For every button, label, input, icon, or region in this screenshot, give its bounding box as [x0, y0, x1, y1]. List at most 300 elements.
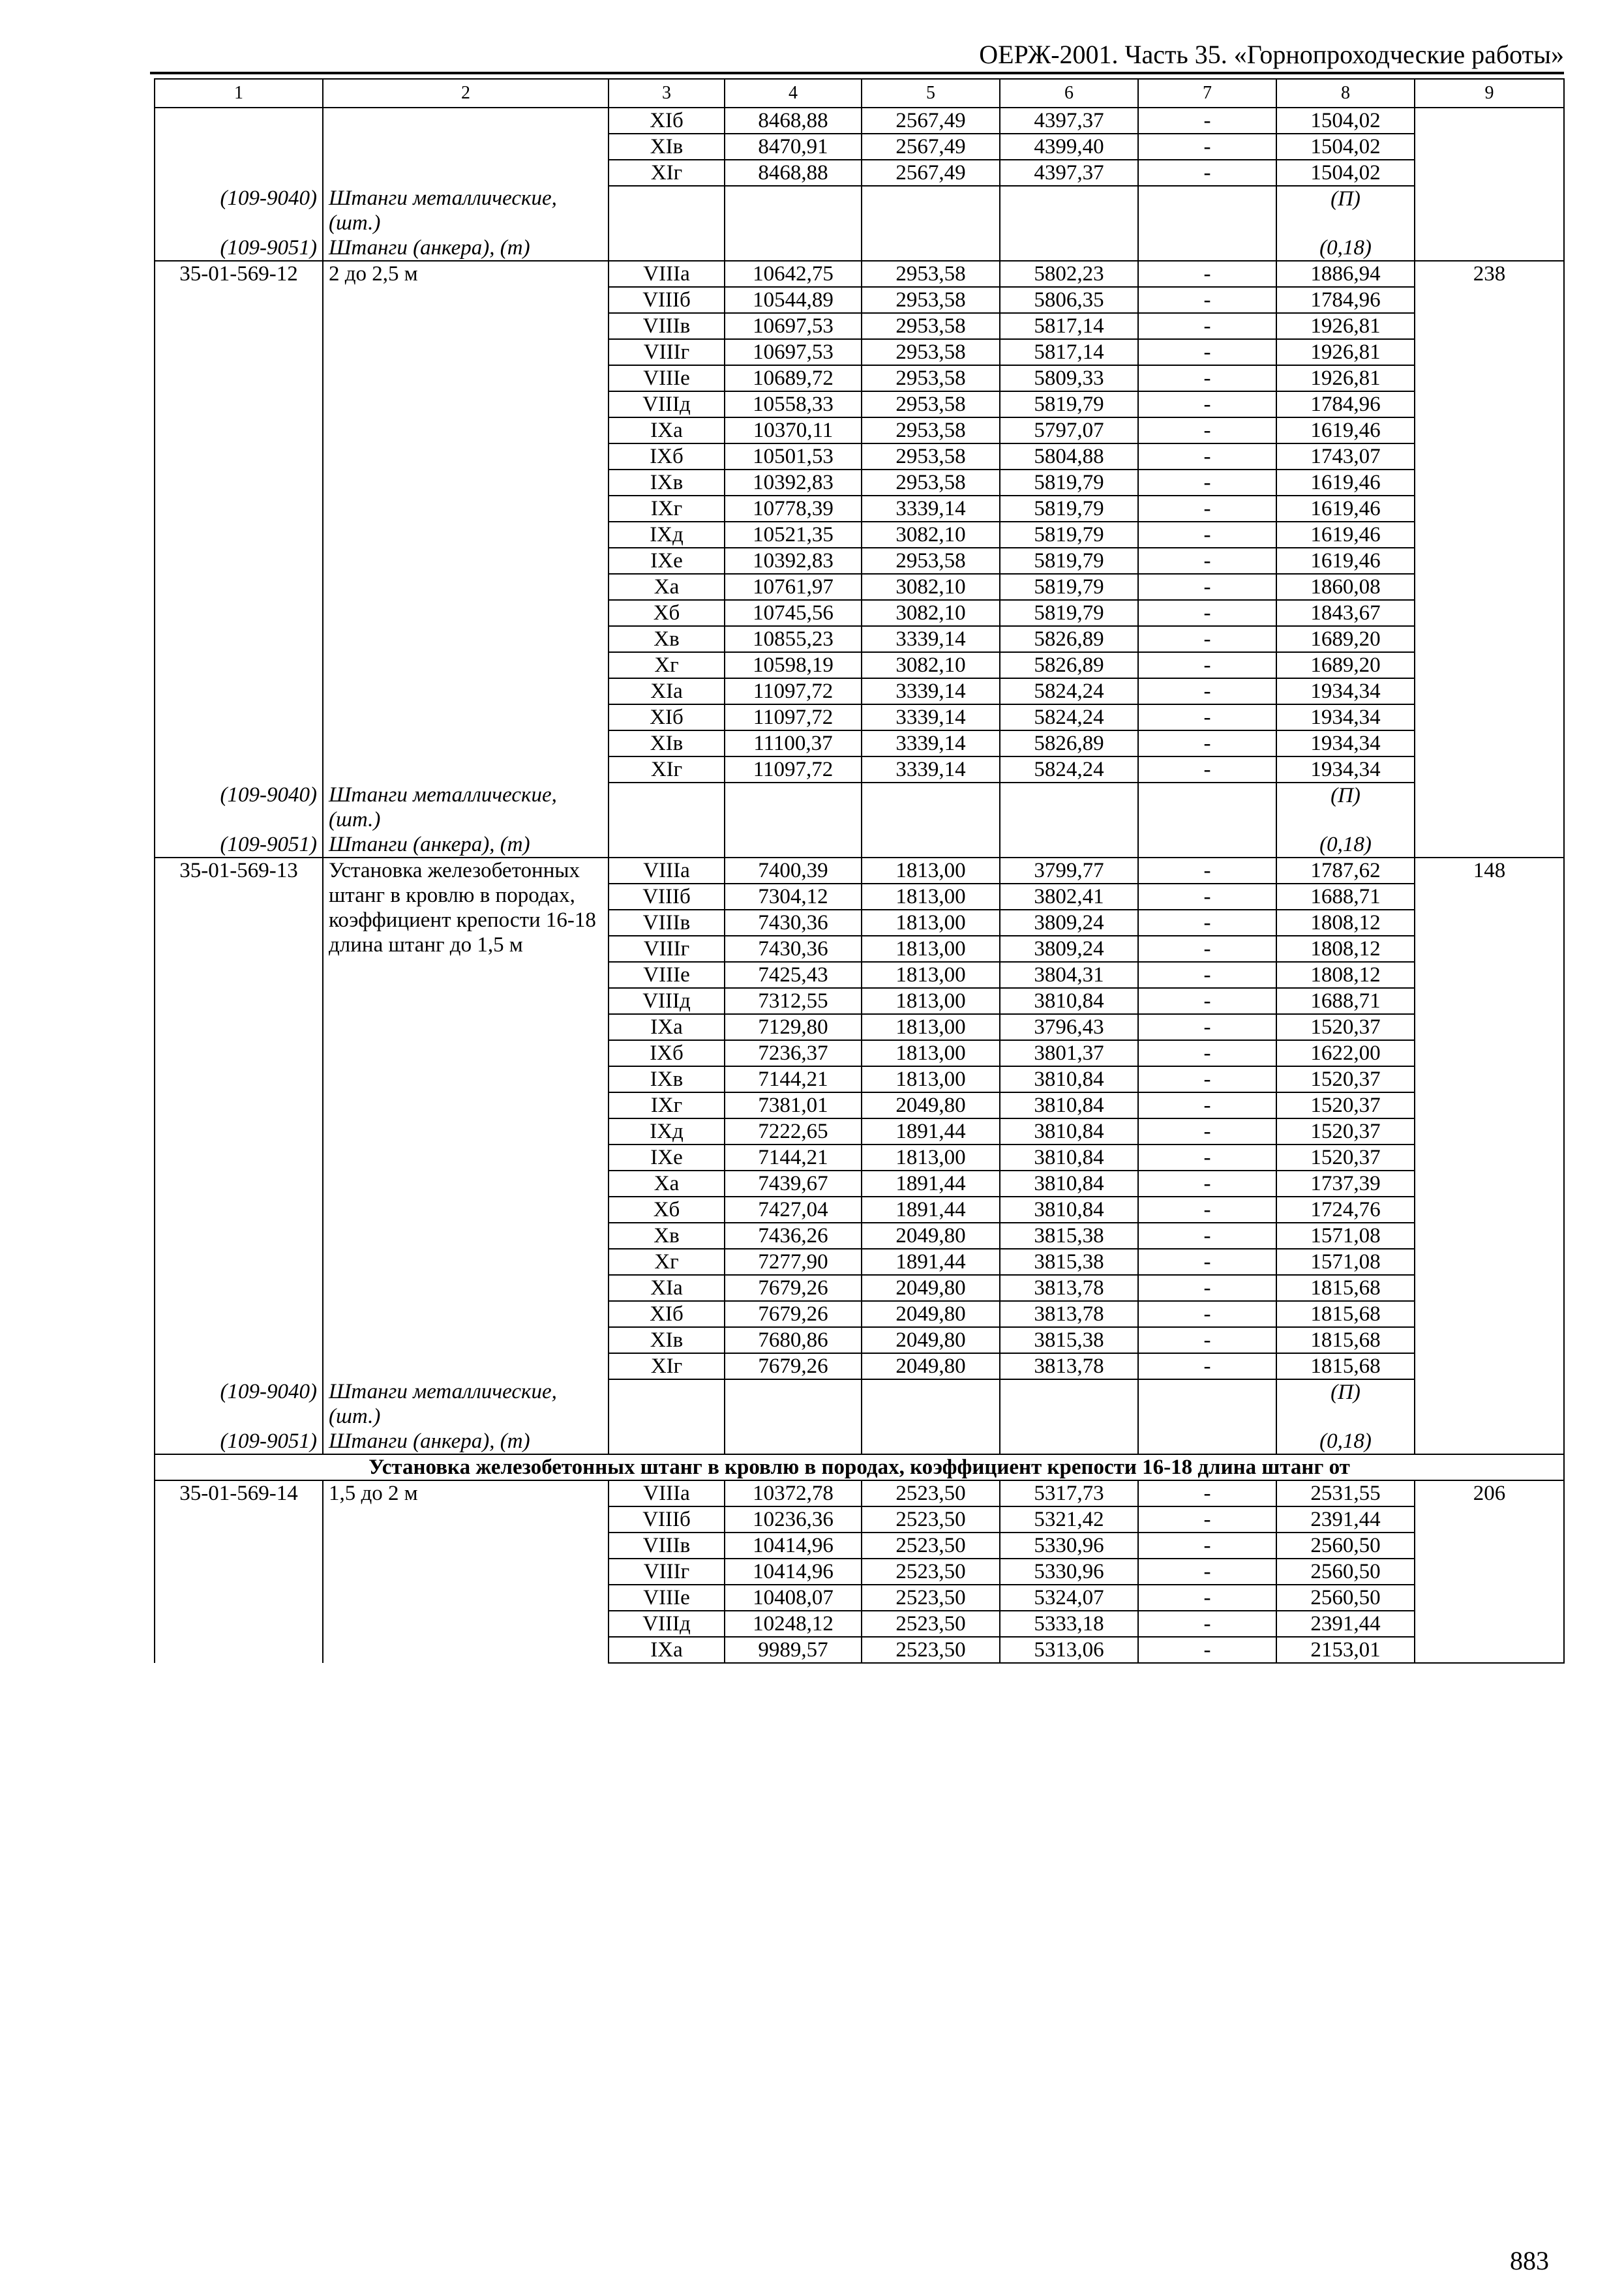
value-cell: 2049,80 — [862, 1092, 1000, 1118]
value-cell: 3810,84 — [1000, 1197, 1138, 1223]
material-value: (0,18) — [1276, 235, 1415, 261]
value-cell: 1808,12 — [1276, 962, 1415, 988]
value-cell: 3810,84 — [1000, 988, 1138, 1014]
value-cell: 7277,90 — [725, 1249, 862, 1275]
value-cell: - — [1138, 1327, 1276, 1353]
value-cell: 1813,00 — [862, 962, 1000, 988]
value-cell: 1571,08 — [1276, 1223, 1415, 1249]
value-cell: - — [1138, 339, 1276, 365]
empty-cell — [609, 186, 725, 235]
value-cell: 10544,89 — [725, 287, 862, 313]
value-cell: 1813,00 — [862, 884, 1000, 910]
value-cell: 5804,88 — [1000, 443, 1138, 470]
value-cell: 7436,26 — [725, 1223, 862, 1249]
column-number-row — [155, 79, 1564, 108]
value-cell: - — [1138, 522, 1276, 548]
value-cell: - — [1138, 1585, 1276, 1611]
value-cell: - — [1138, 962, 1276, 988]
value-cell: 3799,77 — [1000, 858, 1138, 884]
value-cell: 10372,78 — [725, 1480, 862, 1506]
value-cell: 5313,06 — [1000, 1637, 1138, 1663]
zone-label: XIг — [609, 160, 725, 186]
value-cell: 5819,79 — [1000, 600, 1138, 626]
zone-label: XIг — [609, 756, 725, 783]
value-cell: 1926,81 — [1276, 313, 1415, 339]
value-cell: 1688,71 — [1276, 988, 1415, 1014]
value-cell: 3339,14 — [862, 496, 1000, 522]
value-cell: 1504,02 — [1276, 108, 1415, 134]
zone-label: VIIIд — [609, 988, 725, 1014]
value-cell: 3810,84 — [1000, 1066, 1138, 1092]
material-code: (109-9040) — [155, 783, 323, 832]
rate-description: 2 до 2,5 м — [323, 261, 609, 783]
value-cell: - — [1138, 730, 1276, 756]
zone-label: IXб — [609, 443, 725, 470]
value-cell: - — [1138, 313, 1276, 339]
value-cell: - — [1138, 365, 1276, 391]
value-cell: 2953,58 — [862, 339, 1000, 365]
value-cell: 10642,75 — [725, 261, 862, 287]
value-cell: 3082,10 — [862, 522, 1000, 548]
value-cell: 3809,24 — [1000, 936, 1138, 962]
value-cell: - — [1138, 884, 1276, 910]
column-number: 2 — [323, 79, 609, 108]
value-cell: 7381,01 — [725, 1092, 862, 1118]
value-cell: 5819,79 — [1000, 548, 1138, 574]
empty-cell — [1000, 1429, 1138, 1454]
rates-table — [154, 78, 1565, 1664]
value-cell: 7439,67 — [725, 1171, 862, 1197]
table-row — [155, 261, 1564, 287]
value-cell: - — [1138, 443, 1276, 470]
value-cell: 3815,38 — [1000, 1249, 1138, 1275]
value-cell: 10521,35 — [725, 522, 862, 548]
rate-code: 35-01-569-13 — [155, 858, 323, 1379]
material-code: (109-9051) — [155, 832, 323, 858]
value-cell: 1843,67 — [1276, 600, 1415, 626]
value-cell: 5333,18 — [1000, 1611, 1138, 1637]
value-cell: 1724,76 — [1276, 1197, 1415, 1223]
value-cell: 2953,58 — [862, 365, 1000, 391]
zone-label: IXе — [609, 548, 725, 574]
value-cell: 1934,34 — [1276, 756, 1415, 783]
column-number: 5 — [862, 79, 1000, 108]
value-cell: 1619,46 — [1276, 417, 1415, 443]
value-cell: - — [1138, 1066, 1276, 1092]
material-row — [155, 1429, 1564, 1454]
value-cell: 7304,12 — [725, 884, 862, 910]
page-number: 883 — [1510, 2246, 1549, 2275]
value-cell: 1504,02 — [1276, 160, 1415, 186]
value-cell: 3804,31 — [1000, 962, 1138, 988]
value-cell: 1891,44 — [862, 1197, 1000, 1223]
value-cell: 2049,80 — [862, 1301, 1000, 1327]
zone-label: IXд — [609, 522, 725, 548]
value-cell: 2523,50 — [862, 1585, 1000, 1611]
zone-label: XIг — [609, 1353, 725, 1379]
value-cell: - — [1138, 936, 1276, 962]
zone-label: VIIIа — [609, 261, 725, 287]
material-code: (109-9040) — [155, 1379, 323, 1429]
value-cell: 1815,68 — [1276, 1327, 1415, 1353]
value-cell: 5819,79 — [1000, 470, 1138, 496]
empty-cell — [1000, 1379, 1138, 1429]
value-cell: 3809,24 — [1000, 910, 1138, 936]
value-cell: 2049,80 — [862, 1223, 1000, 1249]
column-number: 1 — [155, 79, 323, 108]
value-cell: - — [1138, 1480, 1276, 1506]
value-cell: - — [1138, 1223, 1276, 1249]
empty-cell — [1138, 1429, 1276, 1454]
value-cell: - — [1138, 1559, 1276, 1585]
value-cell: - — [1138, 626, 1276, 652]
value-cell: 5819,79 — [1000, 496, 1138, 522]
zone-label: Xг — [609, 1249, 725, 1275]
value-cell: 7430,36 — [725, 936, 862, 962]
value-cell: 4397,37 — [1000, 108, 1138, 134]
value-cell: 1813,00 — [862, 936, 1000, 962]
material-name: Штанги (анкера), (т) — [323, 235, 609, 261]
value-cell: 1891,44 — [862, 1118, 1000, 1144]
value-cell: 10689,72 — [725, 365, 862, 391]
empty-cell — [1000, 186, 1138, 235]
value-cell: 1688,71 — [1276, 884, 1415, 910]
value-cell: 7680,86 — [725, 1327, 862, 1353]
zone-label: IXа — [609, 1014, 725, 1040]
empty-cell — [609, 1379, 725, 1429]
zone-label: XIб — [609, 108, 725, 134]
value-cell: 3339,14 — [862, 730, 1000, 756]
zone-label: Xв — [609, 1223, 725, 1249]
value-cell: 5826,89 — [1000, 626, 1138, 652]
zone-label: XIв — [609, 134, 725, 160]
table-row — [155, 858, 1564, 884]
empty-cell — [1000, 832, 1138, 858]
value-cell: 10414,96 — [725, 1559, 862, 1585]
value-cell: - — [1138, 988, 1276, 1014]
value-cell: 7129,80 — [725, 1014, 862, 1040]
column-number: 8 — [1276, 79, 1415, 108]
value-cell: 2567,49 — [862, 108, 1000, 134]
value-cell: 10761,97 — [725, 574, 862, 600]
value-cell: 3339,14 — [862, 704, 1000, 730]
value-cell: - — [1138, 678, 1276, 704]
value-cell: 1689,20 — [1276, 652, 1415, 678]
value-cell: 1808,12 — [1276, 910, 1415, 936]
zone-label: Xб — [609, 600, 725, 626]
table-row — [155, 1480, 1564, 1506]
value-cell: - — [1138, 704, 1276, 730]
value-cell: 10745,56 — [725, 600, 862, 626]
value-cell: 3813,78 — [1000, 1275, 1138, 1301]
value-cell: 2953,58 — [862, 391, 1000, 417]
material-name: Штанги металлические, (шт.) — [323, 186, 609, 235]
value-cell: - — [1138, 496, 1276, 522]
value-cell: 2567,49 — [862, 160, 1000, 186]
column-number: 4 — [725, 79, 862, 108]
value-cell: 3082,10 — [862, 574, 1000, 600]
value-cell: 1934,34 — [1276, 704, 1415, 730]
zone-label: IXг — [609, 1092, 725, 1118]
rate-total: 206 — [1415, 1480, 1564, 1663]
zone-label: IXе — [609, 1144, 725, 1171]
value-cell: 1886,94 — [1276, 261, 1415, 287]
value-cell: 5819,79 — [1000, 574, 1138, 600]
zone-label: VIIIе — [609, 365, 725, 391]
zone-label: VIIIе — [609, 1585, 725, 1611]
zone-label: XIа — [609, 678, 725, 704]
value-cell: 1815,68 — [1276, 1353, 1415, 1379]
value-cell: - — [1138, 261, 1276, 287]
value-cell: - — [1138, 1171, 1276, 1197]
value-cell: 1891,44 — [862, 1249, 1000, 1275]
value-cell: 11097,72 — [725, 756, 862, 783]
value-cell: - — [1138, 417, 1276, 443]
value-cell: 1808,12 — [1276, 936, 1415, 962]
value-cell: 1934,34 — [1276, 678, 1415, 704]
value-cell: - — [1138, 134, 1276, 160]
value-cell: 10370,11 — [725, 417, 862, 443]
value-cell: - — [1138, 1637, 1276, 1663]
zone-label: VIIIе — [609, 962, 725, 988]
empty-cell — [609, 783, 725, 832]
zone-label: VIIIг — [609, 339, 725, 365]
value-cell: - — [1138, 1275, 1276, 1301]
value-cell: 3339,14 — [862, 626, 1000, 652]
value-cell: 1787,62 — [1276, 858, 1415, 884]
rate-total: 238 — [1415, 261, 1564, 858]
value-cell: 1891,44 — [862, 1171, 1000, 1197]
material-row — [155, 186, 1564, 235]
value-cell: 2560,50 — [1276, 1533, 1415, 1559]
column-number: 7 — [1138, 79, 1276, 108]
zone-label: IXв — [609, 470, 725, 496]
value-cell: 1813,00 — [862, 988, 1000, 1014]
material-code: (109-9051) — [155, 235, 323, 261]
zone-label: Xа — [609, 574, 725, 600]
value-cell: 5330,96 — [1000, 1559, 1138, 1585]
empty-cell — [1000, 235, 1138, 261]
material-value: (П) — [1276, 783, 1415, 832]
material-name: Штанги (анкера), (т) — [323, 832, 609, 858]
value-cell: - — [1138, 600, 1276, 626]
value-cell: 10248,12 — [725, 1611, 862, 1637]
zone-label: VIIIд — [609, 1611, 725, 1637]
value-cell: 1520,37 — [1276, 1066, 1415, 1092]
zone-label: VIIIд — [609, 391, 725, 417]
empty-cell — [609, 1429, 725, 1454]
rate-code — [155, 108, 323, 186]
value-cell: 1813,00 — [862, 1040, 1000, 1066]
value-cell: - — [1138, 858, 1276, 884]
value-cell: 10236,36 — [725, 1506, 862, 1533]
header-rule — [150, 72, 1564, 74]
value-cell: - — [1138, 1611, 1276, 1637]
value-cell: 2523,50 — [862, 1637, 1000, 1663]
empty-cell — [609, 832, 725, 858]
value-cell: 7400,39 — [725, 858, 862, 884]
material-row — [155, 1379, 1564, 1429]
value-cell: 10392,83 — [725, 548, 862, 574]
material-code: (109-9051) — [155, 1429, 323, 1454]
value-cell: 1926,81 — [1276, 365, 1415, 391]
empty-cell — [609, 235, 725, 261]
section-row — [155, 1454, 1564, 1480]
zone-label: XIб — [609, 1301, 725, 1327]
value-cell: 10778,39 — [725, 496, 862, 522]
value-cell: 1520,37 — [1276, 1144, 1415, 1171]
material-row — [155, 832, 1564, 858]
value-cell: - — [1138, 910, 1276, 936]
empty-cell — [725, 1379, 862, 1429]
value-cell: 3815,38 — [1000, 1327, 1138, 1353]
value-cell: 2049,80 — [862, 1275, 1000, 1301]
empty-cell — [725, 783, 862, 832]
value-cell: 7222,65 — [725, 1118, 862, 1144]
rate-code: 35-01-569-14 — [155, 1480, 323, 1663]
rate-code: 35-01-569-12 — [155, 261, 323, 783]
value-cell: 10392,83 — [725, 470, 862, 496]
empty-cell — [1138, 1379, 1276, 1429]
empty-cell — [862, 1429, 1000, 1454]
value-cell: 5824,24 — [1000, 756, 1138, 783]
value-cell: 1689,20 — [1276, 626, 1415, 652]
value-cell: 2523,50 — [862, 1506, 1000, 1533]
value-cell: - — [1138, 1353, 1276, 1379]
zone-label: IXа — [609, 1637, 725, 1663]
value-cell: - — [1138, 1506, 1276, 1533]
value-cell: 7144,21 — [725, 1144, 862, 1171]
page-header-title: ОЕРЖ-2001. Часть 35. «Горнопроходческие работы» — [979, 40, 1564, 69]
value-cell: 1934,34 — [1276, 730, 1415, 756]
zone-label: IXв — [609, 1066, 725, 1092]
value-cell: - — [1138, 1197, 1276, 1223]
value-cell: 10697,53 — [725, 339, 862, 365]
empty-cell — [862, 832, 1000, 858]
value-cell: 3810,84 — [1000, 1118, 1138, 1144]
value-cell: - — [1138, 756, 1276, 783]
value-cell: 1784,96 — [1276, 391, 1415, 417]
value-cell: 2391,44 — [1276, 1506, 1415, 1533]
empty-cell — [862, 1379, 1000, 1429]
value-cell: 2049,80 — [862, 1327, 1000, 1353]
value-cell: 1784,96 — [1276, 287, 1415, 313]
value-cell: 1619,46 — [1276, 548, 1415, 574]
zone-label: VIIIа — [609, 858, 725, 884]
value-cell: 5324,07 — [1000, 1585, 1138, 1611]
value-cell: 4397,37 — [1000, 160, 1138, 186]
value-cell: 2953,58 — [862, 548, 1000, 574]
empty-cell — [725, 235, 862, 261]
empty-cell — [862, 186, 1000, 235]
value-cell: 5819,79 — [1000, 391, 1138, 417]
value-cell: - — [1138, 287, 1276, 313]
value-cell: 5317,73 — [1000, 1480, 1138, 1506]
value-cell: 1743,07 — [1276, 443, 1415, 470]
value-cell: 5819,79 — [1000, 522, 1138, 548]
value-cell: 5321,42 — [1000, 1506, 1138, 1533]
table-row — [155, 108, 1564, 134]
value-cell: 10598,19 — [725, 652, 862, 678]
value-cell: 3339,14 — [862, 756, 1000, 783]
value-cell: 1520,37 — [1276, 1118, 1415, 1144]
value-cell: 1504,02 — [1276, 134, 1415, 160]
empty-cell — [1138, 235, 1276, 261]
value-cell: 1520,37 — [1276, 1092, 1415, 1118]
value-cell: 3801,37 — [1000, 1040, 1138, 1066]
value-cell: 8468,88 — [725, 160, 862, 186]
value-cell: 2560,50 — [1276, 1559, 1415, 1585]
value-cell: 7679,26 — [725, 1353, 862, 1379]
value-cell: - — [1138, 652, 1276, 678]
value-cell: 7144,21 — [725, 1066, 862, 1092]
value-cell: 10558,33 — [725, 391, 862, 417]
value-cell: 11097,72 — [725, 678, 862, 704]
zone-label: VIIIб — [609, 1506, 725, 1533]
value-cell: 10697,53 — [725, 313, 862, 339]
value-cell: - — [1138, 391, 1276, 417]
value-cell: 2523,50 — [862, 1480, 1000, 1506]
value-cell: 2391,44 — [1276, 1611, 1415, 1637]
value-cell: 4399,40 — [1000, 134, 1138, 160]
zone-label: VIIIв — [609, 1533, 725, 1559]
value-cell: 2953,58 — [862, 287, 1000, 313]
value-cell: 3810,84 — [1000, 1092, 1138, 1118]
value-cell: 2523,50 — [862, 1559, 1000, 1585]
material-row — [155, 783, 1564, 832]
value-cell: - — [1138, 160, 1276, 186]
value-cell: 3802,41 — [1000, 884, 1138, 910]
zone-label: VIIIг — [609, 936, 725, 962]
value-cell: - — [1138, 1144, 1276, 1171]
empty-cell — [1000, 783, 1138, 832]
value-cell: - — [1138, 470, 1276, 496]
value-cell: - — [1138, 574, 1276, 600]
value-cell: 3082,10 — [862, 600, 1000, 626]
zone-label: IXг — [609, 496, 725, 522]
material-code: (109-9040) — [155, 186, 323, 235]
rate-description: Установка железобетонных штанг в кровлю в породах, коэффициент крепости 16-18 длина штанг до 1,5 м — [323, 858, 609, 1379]
value-cell: 3339,14 — [862, 678, 1000, 704]
value-cell: 2953,58 — [862, 261, 1000, 287]
zone-label: VIIIа — [609, 1480, 725, 1506]
value-cell: 1737,39 — [1276, 1171, 1415, 1197]
value-cell: 1619,46 — [1276, 522, 1415, 548]
value-cell: 3813,78 — [1000, 1301, 1138, 1327]
value-cell: 1619,46 — [1276, 496, 1415, 522]
zone-label: XIа — [609, 1275, 725, 1301]
zone-label: IXд — [609, 1118, 725, 1144]
value-cell: - — [1138, 1092, 1276, 1118]
value-cell: 2953,58 — [862, 470, 1000, 496]
value-cell: 1815,68 — [1276, 1275, 1415, 1301]
value-cell: 7679,26 — [725, 1301, 862, 1327]
value-cell: 2153,01 — [1276, 1637, 1415, 1663]
value-cell: 3810,84 — [1000, 1171, 1138, 1197]
value-cell: 1926,81 — [1276, 339, 1415, 365]
zone-label: VIIIб — [609, 287, 725, 313]
rate-description — [323, 108, 609, 186]
column-number: 9 — [1415, 79, 1564, 108]
value-cell: 1813,00 — [862, 1014, 1000, 1040]
zone-label: Xб — [609, 1197, 725, 1223]
empty-cell — [1138, 186, 1276, 235]
value-cell: 5806,35 — [1000, 287, 1138, 313]
value-cell: 1860,08 — [1276, 574, 1415, 600]
value-cell: - — [1138, 1533, 1276, 1559]
empty-cell — [1138, 783, 1276, 832]
value-cell: - — [1138, 1249, 1276, 1275]
